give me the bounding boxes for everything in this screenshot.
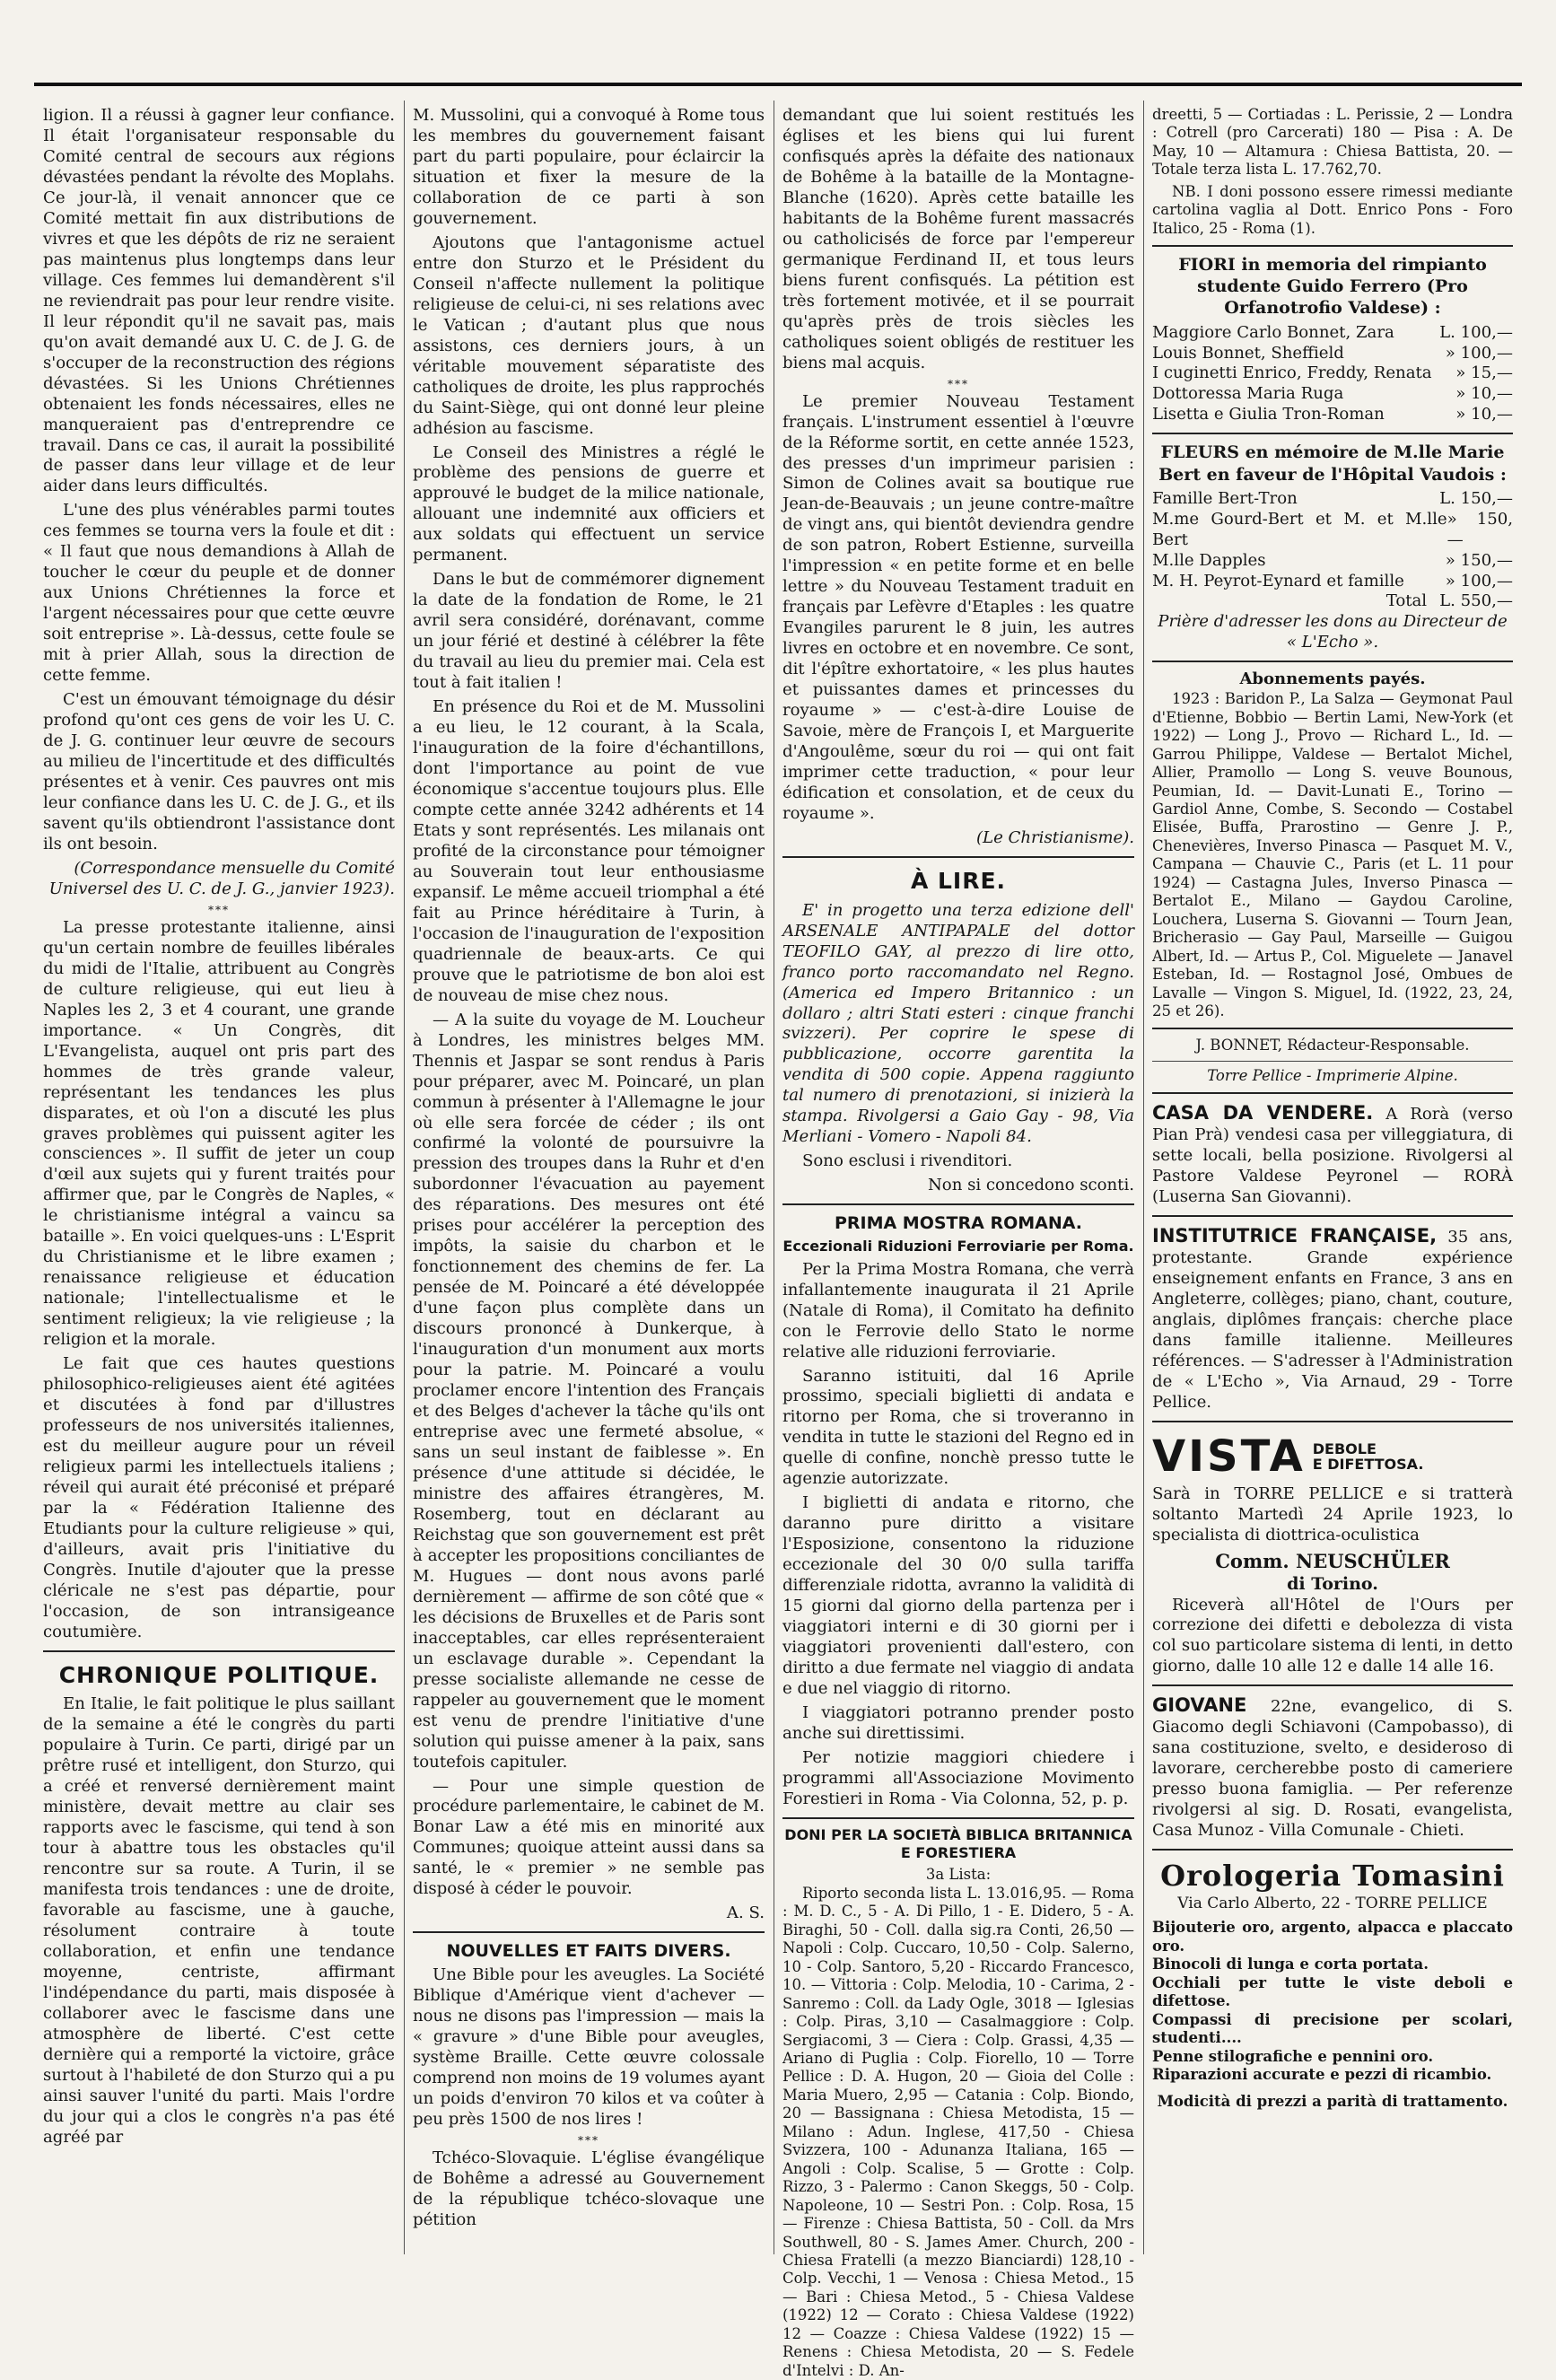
alire-note: Non si concedono sconti.: [927, 1176, 1134, 1195]
section-title-mostra: PRIMA MOSTRA ROMANA.: [834, 1213, 1083, 1234]
doni-list-continued: dreetti, 5 — Cortiadas : L. Perissie, 2 — Londra : Cotrell (pro Carcerati) 180 — Pisa : A. De May, 10 — Altamura : Chiesa Battista, 20. — Totale terza lista L. 17.762,70.: [1152, 106, 1513, 179]
column-3: [782, 106, 1134, 2379]
fleurs-title: FLEURS en mémoire de M.lle Marie Bert en faveur de l'Hôpital Vaudois :: [1158, 442, 1507, 485]
ad-orologeria-footer: Modicità di prezzi a parità di trattamento.: [1157, 2093, 1508, 2111]
ad-orologeria-item: Binocoli di lunga e corta portata.: [1152, 1956, 1429, 1973]
ad-orologeria-item: Bijouterie oro, argento, alpacca e placcato oro.: [1152, 1919, 1513, 1955]
article-source: (Le Christianisme).: [976, 827, 1134, 847]
ad-vista-text: Sarà in TORRE PELLICE e si tratterà soltanto Martedì 24 Aprile 1923, lo specialista di diottrica-oculistica: [1152, 1483, 1513, 1544]
article-paragraph: Dans le but de commémorer dignement la date de la fondation de Rome, le 21 avril sera considéré, dorénavant, comme un jour férié et destiné à célébrer la fête du travail au lieu du premier mai. Cela est tout à fait italien !: [413, 570, 765, 693]
list-item: M.lle Dapples » 150,—: [1152, 550, 1513, 570]
ad-vista-word: VISTA: [1152, 1431, 1306, 1482]
mostra-paragraph: Per notizie maggiori chiedere i programmi all'Associazione Movimento Forestieri in Roma - Via Colonna, 52, p. p.: [782, 1747, 1134, 1808]
article-signature: A. S.: [726, 1903, 765, 1923]
column-1: [43, 106, 395, 2251]
column-divider: [404, 101, 405, 2254]
alire-note: Sono esclusi i rivenditori.: [802, 1151, 1013, 1171]
section-subtitle-mostra: Eccezionali Riduzioni Ferroviarie per Roma.: [782, 1238, 1134, 1256]
separator: ***: [578, 2134, 599, 2148]
ad-institutrice-text: 35 ans, protestante. Grande expérience enseignement enfants en France, 3 ans en Angleterre, collèges; piano, chant, couture, anglais, diplômes français: cherche place dans famille italienne. Meilleures références. — S'adresser à l'Administration de « L'Echo », Via Arnaud, 29 - Torre Pellice.: [1152, 1228, 1513, 1412]
article-paragraph: demandant que lui soient restitués les églises et les biens qui lui furent confisqués après la défaite des nationaux de Bohême à la bataille de la Montagne-Blanche (1620). Après cette bataille les habitants de la Bohême furent massacrés ou catholicisés de force par l'empereur germanique Ferdinand II, et tous leurs biens furent confisqués. La pétition est très fortement motivée, et il se pourrait qu'après près de trois siècles les catholiques soient obligés de restituer les biens mal acquis.: [782, 106, 1134, 372]
divider: [1152, 1061, 1513, 1062]
ad-giovane-text: 22ne, evangelico, di S. Giacomo degli Schiavoni (Campobasso), di sana costituzione, svelto, e desideroso di lavorare, cercherebbe posto di cameriere presso buona famiglia. — Per referenze rivolgersi al sig. D. Rosati, evangelista, Casa Munoz - Villa Comunale - Chieti.: [1152, 1697, 1513, 1841]
ad-casa: [1152, 1101, 1513, 1208]
divider: [1152, 1092, 1513, 1094]
article-paragraph: Le premier Nouveau Testament français. L'instrument essentiel à l'œuvre de la Réforme sortit, en cette année 1523, des presses d'un imprimeur parisien : Simon de Colines avait sa boutique rue Jean-de-Beauvais ; un jeune contre-maître de vingt ans, qui bientôt deviendra gendre de son patron, Robert Estienne, surveilla l'impression « en petite forme et en belle lettre » du Nouveau Testament traduit en français par Lefèvre d'Etaples : les quatre Evangiles parurent le 8 juin, les autres livres en octobre et en novembre. Ce sont, dit l'épître exhortatoire, « les plus hautes et puissantes dames et princesses du royaume » — c'est-à-dire Louise de Savoie, mère de François I, et Marguerite d'Angoulême, sœur du roi — qui ont fait imprimer cette traduction, « pour leur édification et consolation, et de ceux du royaume ».: [782, 391, 1134, 823]
list-item: Lisetta e Giulia Tron-Roman » 10,—: [1152, 405, 1513, 424]
article-paragraph: La presse protestante italienne, ainsi qu'un certain nombre de feuilles libérales du midi de l'Italie, attribuent au Congrès de culture religieuse, qui eut lieu à Naples les 2, 3 et 4 courant, une grande importance. « Un Congrès, dit L'Evangelista, auquel ont pris part des hommes de très grande valeur, représentant les tendances les plus disparates, et où l'on a discuté les plus graves problèmes qui puissent agiter les consciences ». Il suffit de jeter un coup d'œil aux sujets qui y furent traités pour affirmer que, par le Congrès de Naples, « le christianisme intégral a vaincu sa bataille ». En voici quelques-uns : L'Esprit du Christianisme et le libre examen ; renaissance religieuse et éducation nationale; l'intellectualisme et le sentiment religieux; la vie religieuse ; la religion et la morale.: [43, 917, 395, 1350]
mostra-paragraph: Saranno istituiti, dal 16 Aprile prossimo, speciali biglietti di andata e ritorno per Roma, che si troveranno in vendita in tutte le stazioni del Regno ed in quelle di confine, nonchè presso tutte le agenzie autorizzate.: [782, 1366, 1134, 1489]
divider: [1152, 1028, 1513, 1029]
article-paragraph: Le Conseil des Ministres a réglé le problème des pensions de guerre et approuvé le budget de la milice nationale, allouant une indemnité aux officiers et aux soldats qui effectuent un service permanent.: [413, 442, 765, 565]
abonnements-title: Abonnements payés.: [1239, 669, 1426, 689]
list-item: M.me Gourd-Bert et M. et M.lle Bert » 150,—: [1152, 509, 1513, 549]
divider: [782, 1817, 1134, 1819]
column-divider: [1143, 101, 1144, 2254]
article-paragraph: — A la suite du voyage de M. Loucheur à Londres, les ministres belges MM. Thennis et Jaspar se sont rendus à Paris pour préparer, avec M. Poincaré, un plan commun à présenter à l'Allemagne le jour où elle sera forcée de céder ; ils ont confirmé la volonté de poursuivre la pression des troupes dans la Ruhr et d'en subordonner l'évacuation au payement des réparations. Des mesures ont été prises pour accélérer la perception des impôts, la saisie du charbon et le fonctionnement des chemins de fer. La pensée de M. Poincaré a été développée d'une façon plus complète dans un discours prononcé à Dunkerque, à l'inauguration d'un monument aux morts pour la patrie. M. Poincaré a voulu proclamer encore l'intention des Français et des Belges d'achever la tâche qu'ils ont entreprise avec une fermeté absolue, « sans un seul instant de faiblesse ». En présence d'une attitude si décidée, le ministre des affaires étrangères, M. Rosemberg, tout en déclarant au Reichstag que son gouvernement est prêt à accepter les propositions conciliantes de M. Hugues — dont nous avons parlé dernièrement — affirme de son côté que « les décisions de Bruxelles et de Paris sont inacceptables, car elles représenteraient un esclavage durable ». Cependant la presse socialiste allemande ne cesse de rappeler au gouvernement que le moment est venu de prendre l'initiative d'une solution qui puisse amener à la paix, sans toutefois capituler.: [413, 1010, 765, 1772]
mostra-paragraph: I viaggiatori potranno prender posto anche sui direttissimi.: [782, 1703, 1134, 1743]
ad-vista-side: DEBOLE: [1312, 1439, 1377, 1457]
ad-orologeria-title: Orologeria Tomasini: [1160, 1859, 1505, 1894]
article-paragraph: C'est un émouvant témoignage du désir profond qu'ont ces gens de voir les U. C. de J. G. continuer leur œuvre de secours au milieu de l'incertitude et des difficultés présentes et à venir. Ces pauvres ont mis leur confiance dans les U. C. de J. G., et ils savent qu'ils obtiendront l'assistance dont ils ont besoin.: [43, 690, 395, 853]
ad-giovane-title: GIOVANE: [1152, 1694, 1247, 1717]
section-title-doni: DONI PER LA SOCIETÀ BIBLICA BRITANNICA E FORESTIERA: [784, 1825, 1132, 1862]
doni-list: Riporto seconda lista L. 13.016,95. — Roma : M. D. C., 5 - A. Di Pillo, 1 - E. Didero, 5 - A. Biraghi, 50 - Coll. dalla sig.ra Conti, 26,50 — Napoli : Colp. Cuccaro, 10,50 - Colp. Salerno, 10 - Colp. Santoro, 5,20 - Riccardo Francesco, 10. — Vittoria : Colp. Melodia, 10 - Carima, 2 - Sanremo : Coll. da Lady Ogle, 3018 — Iglesias : Colp. Piras, 3,10 — Casalmaggiore : Colp. Sergiacomi, 3 — Ciera : Colp. Grassi, 4,35 — Ariano di Puglia : Colp. Fiorello, 10 — Torre Pellice : D. A. Hugon, 20 — Gioia del Colle : Maria Muero, 2,95 — Catania : Colp. Biondo, 20 — Bassignana : Chiesa Metodista, 15 — Milano : Adun. Inglese, 417,50 - Chiesa Svizzera, 100 - Adunanza Italiana, 165 — Angoli : Colp. Scalise, 5 — Grotte : Colp. Rizzo, 3 - Palermo : Canon Skeggs, 50 - Colp. Napoleone, 10 — Sestri Pon. : Colp. Rosa, 15 — Firenze : Chiesa Battista, 50 - Coll. da Mrs Southwell, 80 - S. James Amer. Church, 200 - Chiesa Fratelli (a mezzo Bianciardi) 128,10 - Colp. Vecchi, 1 — Venosa : Chiesa Metod., 15 — Bari : Chiesa Metod., 5 - Chiesa Valdese (1922) 12 — Corato : Chiesa Valdese (1922) 12 — Coazze : Chiesa Valdese (1922) 15 — Renens : Chiesa Metodista, 20 — S. Fedele d'Intelvi : D. An-: [782, 1884, 1134, 2379]
separator: ***: [208, 903, 230, 916]
divider: [1152, 245, 1513, 247]
divider: [1152, 1421, 1513, 1422]
ad-vista: [1152, 1430, 1513, 1678]
list-item: Louis Bonnet, Sheffield » 100,—: [1152, 343, 1513, 363]
ad-institutrice: [1152, 1224, 1513, 1413]
ad-orologeria-item: Occhiali per tutte le viste deboli e difettose.: [1152, 1973, 1513, 2010]
redacteur-line: J. BONNET, Rédacteur-Responsable.: [1195, 1037, 1470, 1054]
abonnements-list: 1923 : Baridon P., La Salza — Geymonat Paul d'Etienne, Bobbio — Bertin Lami, New-York (et 1922) — Long J., Provo — Richard L., Id. — Garrou Philippe, Valdese — Bertalot Michel, Allier, Pramollo — Long S. veuve Bounous, Peumian, Id. — Davit-Lunati E., Torino — Gardiol Anne, Combe, S. Secondo — Costabel Elisée, Buffa, Prarostino — Genre J. P., Chenevières, Inverso Pinasca — Pasquet M. V., Campana — Chauvie C., Paris (et L. 11 pour 1924) — Castagna Jules, Inverso Pinasca — Bertalot E., Milano — Gaydou Caroline, Louchera, Luserna S. Giovanni — Tourn Jean, Bricherasio — Gay Paul, Marseille — Guigou Albert, Id. — Artus P., Col. Miguelete — Janavel Esteban, Id. — Rostagnol José, Ombues de Lavalle — Vingon S. Miguel, Id. (1922, 23, 24, 25 et 26).: [1152, 690, 1513, 1019]
article-paragraph: Le fait que ces hautes questions philosophico-religieuses aient été agitées et discutées à fond par d'illustres professeurs de nos universités italiennes, est du meilleur augure pour un réveil religieux parmi les intellectuels italiens ; réveil qui aurait été préconisé et préparé par la « Fédération Italienne des Etudiants pour la culture religieuse » qui, d'ailleurs, avait pris l'initiative du Congrès. Inutile d'ajouter que la presse cléricale ne s'est pas départie, pour l'occasion, de son intransigeance coutumière.: [43, 1354, 395, 1641]
article-source: (Correspondance mensuelle du Comité Universel des U. C. de J. G., janvier 1923).: [48, 858, 395, 898]
news-item: Tchéco-Slovaquie. L'église évangélique de Bohême a adressé au Gouvernement de la république tchéco-slovaque une pétition: [413, 2148, 765, 2230]
article-paragraph: — Pour une simple question de procédure parlementaire, le cabinet de M. Bonar Law a été mis en minorité aux Communes; quoique atteint aussi dans sa santé, le « premier » ne semble pas disposé à céder le pouvoir.: [413, 1776, 765, 1899]
divider: [43, 1650, 395, 1652]
ad-casa-text: A Rorà (verso Pian Prà) vendesi casa per villeggiatura, di sette locali, bella posizione. Rivolgersi al Pastore Valdese Peyronel — RORÀ (Luserna San Giovanni).: [1152, 1105, 1513, 1207]
list-item: M. H. Peyrot-Eynard et famille » 100,—: [1152, 571, 1513, 591]
article-paragraph: M. Mussolini, qui a convoqué à Rome tous les membres du gouvernement faisant part du parti populaire, pour éclaircir la situation et fixer la mesure de la collaboration de ce parti à son gouvernement.: [413, 106, 765, 228]
article-paragraph: L'une des plus vénérables parmi toutes ces femmes se tourna vers la foule et dit : « Il faut que nous demandions à Allah de toucher le cœur du peuple et de donner aux Unions Chrétiennes la force et l'argent nécessaires pour que cette œuvre soit entreprise ». Là-dessus, cette foule se mit à prier Allah, sous la direction de cette femme.: [43, 501, 395, 686]
divider: [1152, 1849, 1513, 1851]
section-title-alire: À LIRE.: [910, 867, 1007, 894]
section-subtitle-doni: 3a Lista:: [925, 1866, 992, 1884]
section-title-nouvelles: NOUVELLES ET FAITS DIVERS.: [446, 1941, 731, 1962]
fleurs-list: [1152, 489, 1513, 613]
article-paragraph: En Italie, le fait politique le plus saillant de la semaine a été le congrès du parti populaire à Turin. Ce parti, dirigé par un prêtre rusé et intelligent, don Sturzo, qui a créé et renversé dernièrement maint ministère, devait mettre au clair ses rapports avec le fascisme, qui tend à son tour à abattre tous les obstacles qu'il rencontre sur sa route. A Turin, il se manifesta trois tendances : une de droite, favorable au fascisme, une à gauche, résolument contraire à toute collaboration, et enfin une tendance moyenne, centriste, affirmant l'indépendance du parti, mais disposée à collaborer avec le fascisme dans une atmosphère de liberté. C'est cette dernière qui a remporté la victoire, grâce surtout à l'habileté de don Sturzo qui a pu ainsi sauver l'unité du parti. Mais l'ordre du jour qui a clos le congrès n'a pas été agréé par: [43, 1694, 395, 2147]
ad-institutrice-title: INSTITUTRICE FRANÇAISE,: [1152, 1225, 1438, 1247]
list-item: Dottoressa Maria Ruga » 10,—: [1152, 384, 1513, 404]
ad-casa-title: CASA DA VENDERE.: [1152, 1102, 1374, 1124]
article-paragraph: ligion. Il a réussi à gagner leur confiance. Il était l'organisateur responsable du Comité central de secours aux régions dévastées pendant la révolte des Moplahs. Ce jour-là, il venait annoncer que ce Comité mettait fin aux distributions de vivres et que les dépôts de riz ne seraient pas maintenus plus longtemps dans leur village. Ces femmes lui demandèrent s'il ne reviendrait pas pour leur rendre visite. Il leur répondit qu'il ne savait pas, mais qu'on avait demandé aux U. C. de J. G. de s'occuper de la reconstruction des régions dévastées. Si les Unions Chrétiennes obtenaient les fonds nécessaires, elles ne manqueraient pas d'entreprendre ce travail. Dans ce cas, il aurait la possibilité de passer dans leur village et de leur aider dans leurs difficultés.: [43, 106, 395, 496]
divider: [782, 1203, 1134, 1205]
fiori-list: [1152, 323, 1513, 426]
ad-orologeria-item: Compassi di precisione per scolari, studenti....: [1152, 2010, 1513, 2047]
divider: [1152, 433, 1513, 434]
column-2: [413, 106, 765, 2251]
ad-orologeria-item: Riparazioni accurate e pezzi di ricambio.: [1152, 2066, 1492, 2083]
ad-orologeria-address: Via Carlo Alberto, 22 - TORRE PELLICE: [1177, 1894, 1488, 1912]
list-item: Maggiore Carlo Bonnet, Zara L. 100,—: [1152, 322, 1513, 342]
ad-vista-text: Riceverà all'Hôtel de l'Ours per correzione dei difetti e debolezza di vista col suo particolare sistema di lenti, in detto giorno, dalle 10 alle 12 e dalle 14 alle 16.: [1152, 1595, 1513, 1676]
column-4: [1152, 106, 1513, 2251]
ad-vista-side: E DIFETTOSA.: [1312, 1456, 1424, 1474]
divider: [1152, 1684, 1513, 1686]
ad-vista-name: Comm. NEUSCHÜLER: [1215, 1549, 1450, 1572]
article-paragraph: Ajoutons que l'antagonisme actuel entre don Sturzo et le Président du Conseil n'affecte nullement la politique religieuse de celui-ci, ni ses relations avec le Vatican ; d'autant plus que nous assistons, ces derniers jours, à un véritable mouvement séparatiste des catholiques de droite, les plus rapprochés du Saint-Siège, qui ont donné leur pleine adhésion au fascisme.: [413, 232, 765, 438]
article-paragraph: En présence du Roi et de M. Mussolini a eu lieu, le 12 courant, à la Scala, l'inauguration de la foire d'échantillons, dont l'importance au point de vue économique s'accentue toujours plus. Elle compte cette année 3242 adhérents et 14 Etats y sont représentés. Les milanais ont profité de la circonstance pour témoigner au Souverain tout leur enthousiasme expansif. Le même accueil triomphal a été fait au Prince héréditaire à Turin, à l'occasion de l'inauguration de l'exposition quadriennale de beaux-arts. Ce qui prouve que le patriotisme de bon aloi est de nouveau de mise chez nous.: [413, 697, 765, 1005]
separator: ***: [948, 377, 969, 390]
news-item: Une Bible pour les aveugles. La Société Biblique d'Amérique vient d'achever — nous ne disons pas l'impression — mais la « gravure » d'une Bible pour aveugles, système Braille. Cette œuvre colossale comprend non moins de 19 volumes ayant un poids d'environ 70 kilos et va coûter à peu près 1500 de nos lires !: [413, 1965, 765, 2130]
list-item: I cuginetti Enrico, Freddy, Renata » 15,—: [1152, 363, 1513, 383]
list-item: Famille Bert-Tron L. 150,—: [1152, 488, 1513, 508]
list-total: Total L. 550,—: [1386, 591, 1513, 611]
mostra-paragraph: I biglietti di andata e ritorno, che daranno pure diritto a visitare l'Esposizione, consentono la riduzione eccezionale del 30 0/0 sulla tariffa differenziale ridotta, avranno la validità di 15 giorni dal giorno della partenza per i viaggiatori interni e di 30 giorni per i viaggiatori provenienti dall'estero, con diritto a due fermate nel viaggio di andata e due nel viaggio di ritorno.: [782, 1493, 1134, 1699]
fiori-title: FIORI in memoria del rimpianto studente Guido Ferrero (Pro Orfanotrofio Valdese) :: [1178, 255, 1487, 319]
section-title-chronique: CHRONIQUE POLITIQUE.: [58, 1661, 380, 1688]
imprimerie-line: Torre Pellice - Imprimerie Alpine.: [1207, 1066, 1458, 1084]
alire-text: E' in progetto una terza edizione dell' ARSENALE ANTIPAPALE del dottor TEOFILO GAY, al prezzo di lire otto, franco porto raccomandato nel Regno. (America ed Impero Britannico : un dollaro ; altri Stati esteri : cinque franchi svizzeri). Per coprire le spese di pubblicazione, occorre garentita la vendita di 500 copie. Appena raggiunto tal numero di prenotazioni, si inizierà la stampa. Rivolgersi a Gaio Gay - 98, Via Merliani - Vomero - Napoli 84.: [782, 900, 1134, 1147]
fleurs-note: Prière d'adresser les dons au Directeur de « L'Echo ».: [1158, 612, 1508, 652]
divider: [1152, 1215, 1513, 1217]
top-rule: [34, 83, 1522, 86]
divider: [413, 1931, 765, 1933]
ad-orologeria-item: Penne stilografiche e pennini oro.: [1152, 2047, 1434, 2065]
ad-vista-city: di Torino.: [1287, 1574, 1378, 1595]
doni-note: NB. I doni possono essere rimessi mediante cartolina vaglia al Dott. Enrico Pons - Foro Italico, 25 - Roma (1).: [1152, 182, 1513, 237]
mostra-paragraph: Per la Prima Mostra Romana, che verrà infallantemente inaugurata il 21 Aprile (Natale di Roma), il Comitato ha definito con le Ferrovie dello Stato le norme relative alle riduzioni ferroviarie.: [782, 1259, 1134, 1361]
ad-orologeria: [1152, 1858, 1513, 2112]
divider: [1152, 661, 1513, 662]
divider: [782, 856, 1134, 858]
ad-giovane: [1152, 1693, 1513, 1842]
